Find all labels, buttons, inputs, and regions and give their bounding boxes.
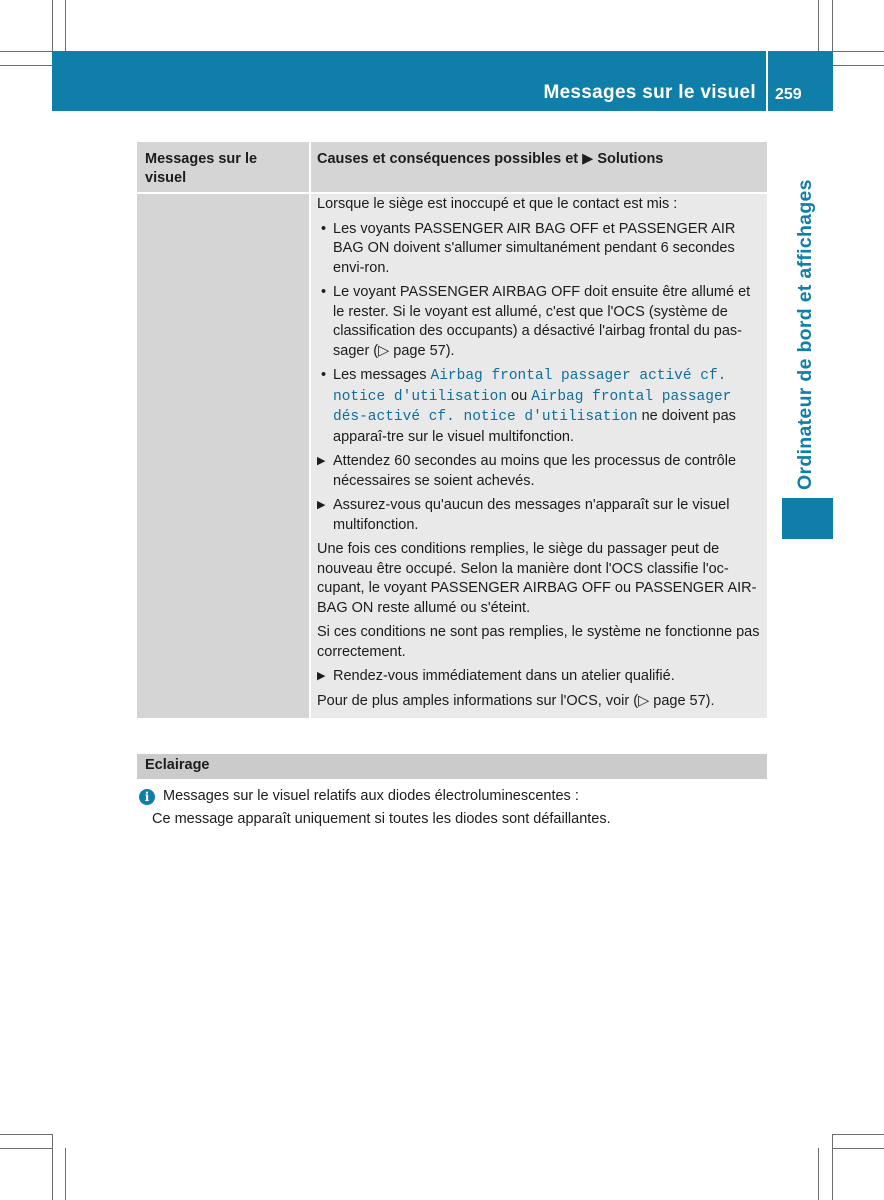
- table-cell-solutions: [317, 194, 763, 716]
- crop-mark: [52, 1134, 53, 1200]
- crop-mark: [832, 0, 833, 51]
- triangle-right-icon: ▶: [317, 670, 326, 682]
- header-divider: [766, 51, 768, 111]
- crop-mark: [832, 1134, 833, 1200]
- bullet-text: ou: [507, 387, 532, 404]
- section-title: Eclairage: [145, 757, 210, 773]
- table-col1: [137, 142, 309, 718]
- crop-mark: [833, 51, 884, 52]
- chapter-label: Ordinateur de bord et affichages: [794, 179, 816, 490]
- bullet-text: Le voyant PASSENGER AIRBAG OFF doit ensuite être allumé et le rester. Si le voyant est allumé, c'est que l'OCS (système de classification des occupants) a désactivé l'airbag frontal du pas-sager (▷ page 57).: [333, 284, 751, 359]
- bullet-text: Les voyants PASSENGER AIR BAG OFF et PASSENGER AIR BAG ON doivent s'allumer simultanément pendant 6 secondes envi-ron.: [333, 220, 736, 276]
- bullet-icon: •: [321, 220, 327, 237]
- list-item: [317, 366, 763, 447]
- triangle-right-icon: ▶: [317, 499, 326, 511]
- action-step: [317, 667, 763, 687]
- display-message: Airbag frontal passager dés-activé cf. notice d'utilisation: [333, 388, 732, 425]
- bullet-icon: •: [321, 284, 327, 300]
- step-text: Assurez-vous qu'aucun des messages n'apparaît sur le visuel multifonction.: [333, 497, 730, 533]
- bullet-text: Les messages: [333, 367, 431, 383]
- info-text: Messages sur le visuel relatifs aux diodes électroluminescentes :: [163, 788, 579, 804]
- crop-mark: [0, 1134, 52, 1135]
- crop-mark: [818, 0, 819, 51]
- step-text: Attendez 60 secondes au moins que les processus de contrôle nécessaires se soient achevés.: [333, 453, 737, 489]
- crop-mark: [0, 51, 52, 52]
- messages-table: [137, 142, 767, 718]
- col2-header: Causes et conséquences possibles et ▶ Solutions: [317, 151, 664, 167]
- page-number: 259: [775, 86, 802, 103]
- list-item: [317, 283, 763, 361]
- page-title: Messages sur le visuel: [543, 82, 756, 103]
- info-text: Ce message apparaît uniquement si toutes les diodes sont défaillantes.: [152, 811, 611, 827]
- intro-text: Lorsque le siège est inoccupé et que le contact est mis :: [317, 196, 678, 212]
- col1-header: Messages sur le visuel: [145, 151, 258, 186]
- crop-mark: [65, 1148, 66, 1200]
- crop-mark: [833, 1148, 884, 1149]
- chapter-tab-block: [782, 498, 833, 539]
- crop-mark: [833, 1134, 884, 1135]
- bullet-text: ne doivent pas apparaî-tre sur le visuel multifonction.: [333, 408, 736, 445]
- action-step: [317, 496, 763, 535]
- crop-mark: [0, 1148, 52, 1149]
- paragraph: Pour de plus amples informations sur l'OCS, voir (▷ page 57).: [317, 692, 715, 709]
- paragraph: Une fois ces conditions remplies, le siège du passager peut de nouveau être occupé. Selon la manière dont l'OCS classifie l'oc-cupant, le voyant PASSENGER AIRBAG OFF ou PASSENGER AIR-BAG ON reste allumé ou s'éteint.: [317, 541, 757, 616]
- info-icon: i: [139, 789, 155, 805]
- crop-mark: [65, 0, 66, 51]
- action-step: [317, 452, 763, 491]
- bullet-icon: •: [321, 367, 327, 383]
- display-message: Airbag frontal passager activé cf. notice d'utilisation: [333, 368, 727, 405]
- list-item: [317, 220, 763, 279]
- crop-mark: [0, 65, 52, 66]
- paragraph: Si ces conditions ne sont pas remplies, le système ne fonctionne pas correctement.: [317, 624, 760, 660]
- column-divider: [309, 142, 311, 718]
- crop-mark: [52, 0, 53, 51]
- triangle-right-icon: ▶: [317, 455, 326, 467]
- crop-mark: [833, 65, 884, 66]
- step-text: Rendez-vous immédiatement dans un atelier qualifié.: [333, 668, 675, 684]
- section-header: [137, 754, 767, 779]
- crop-mark: [818, 1148, 819, 1200]
